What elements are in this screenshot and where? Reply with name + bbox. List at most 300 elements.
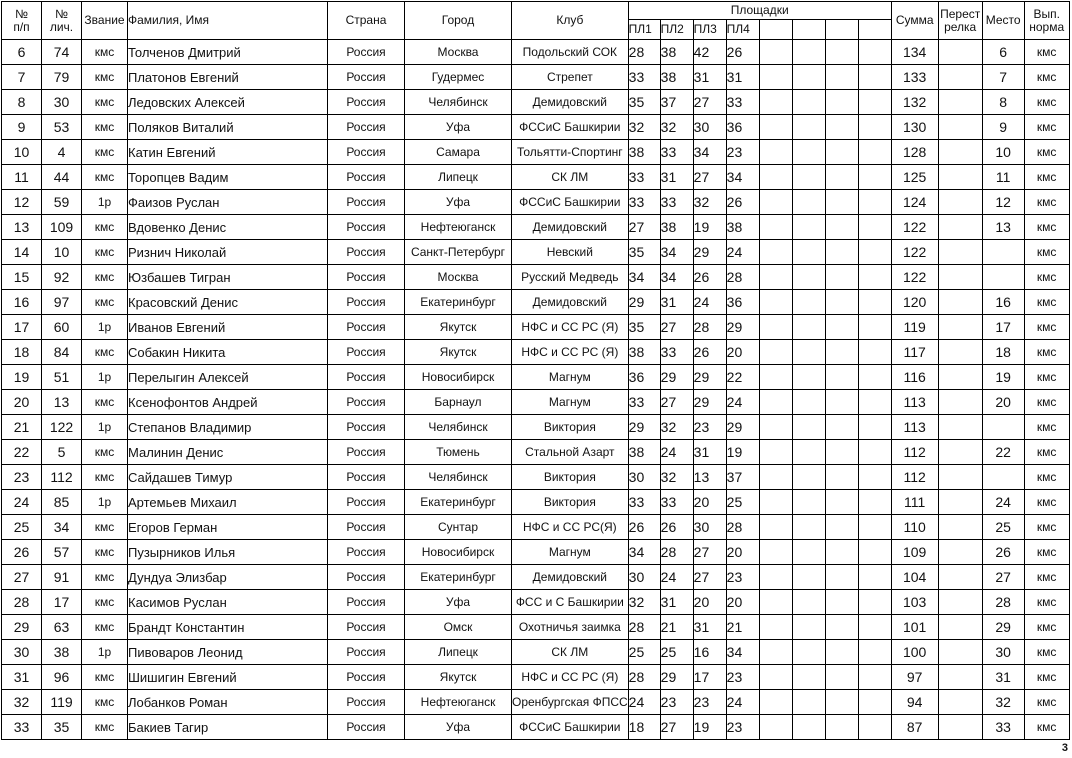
cell-place: 11 xyxy=(982,165,1024,190)
cell-venue-4: 34 xyxy=(726,165,759,190)
cell-sum: 117 xyxy=(891,340,938,365)
cell-venue-2: 26 xyxy=(660,515,693,540)
cell-club: Подольский СОК xyxy=(512,40,629,65)
cell-venue-6 xyxy=(792,115,825,140)
header-place: Место xyxy=(982,2,1024,40)
cell-venue-1: 29 xyxy=(628,290,660,315)
cell-venue-5 xyxy=(759,290,792,315)
table-row xyxy=(2,40,1070,65)
cell-venue-7 xyxy=(825,140,858,165)
cell-pp: 9 xyxy=(2,115,42,140)
cell-venue-4: 29 xyxy=(726,415,759,440)
cell-venue-5 xyxy=(759,40,792,65)
header-lic-line1: № xyxy=(55,6,68,21)
cell-venue-8 xyxy=(858,640,891,665)
cell-venue-2: 29 xyxy=(660,665,693,690)
cell-venue-1: 35 xyxy=(628,315,660,340)
cell-name: Платонов Евгений xyxy=(128,65,328,90)
cell-venue-6 xyxy=(792,565,825,590)
cell-venue-5 xyxy=(759,690,792,715)
table-row xyxy=(2,415,1070,440)
cell-norm: кмс xyxy=(1024,665,1069,690)
cell-venue-8 xyxy=(858,690,891,715)
results-table xyxy=(1,1,1070,740)
header-city: Город xyxy=(405,2,512,40)
cell-club: Виктория xyxy=(512,490,629,515)
cell-venue-3: 27 xyxy=(693,540,726,565)
cell-rank: кмс xyxy=(82,115,128,140)
cell-place: 20 xyxy=(982,390,1024,415)
cell-sum: 130 xyxy=(891,115,938,140)
cell-venue-5 xyxy=(759,390,792,415)
cell-venue-8 xyxy=(858,340,891,365)
cell-city: Уфа xyxy=(405,715,512,740)
cell-sum: 128 xyxy=(891,140,938,165)
cell-norm: кмс xyxy=(1024,515,1069,540)
cell-city: Якутск xyxy=(405,665,512,690)
cell-venue-4: 20 xyxy=(726,590,759,615)
cell-rank: кмс xyxy=(82,165,128,190)
header-pp xyxy=(2,2,42,40)
cell-city: Барнаул xyxy=(405,390,512,415)
cell-venue-7 xyxy=(825,640,858,665)
table-row xyxy=(2,240,1070,265)
cell-norm: кмс xyxy=(1024,615,1069,640)
cell-city: Липецк xyxy=(405,165,512,190)
cell-rank: кмс xyxy=(82,290,128,315)
cell-venue-3: 19 xyxy=(693,715,726,740)
cell-country: Россия xyxy=(328,115,405,140)
cell-shootoff xyxy=(938,590,982,615)
header-shootoff-line1: Перест xyxy=(940,6,981,21)
cell-sum: 124 xyxy=(891,190,938,215)
cell-venue-1: 33 xyxy=(628,490,660,515)
cell-sum: 110 xyxy=(891,515,938,540)
cell-venue-5 xyxy=(759,165,792,190)
table-row xyxy=(2,190,1070,215)
cell-venue-2: 21 xyxy=(660,615,693,640)
cell-norm: кмс xyxy=(1024,165,1069,190)
cell-name: Перелыгин Алексей xyxy=(128,365,328,390)
cell-venue-4: 24 xyxy=(726,390,759,415)
cell-country: Россия xyxy=(328,265,405,290)
cell-venue-2: 38 xyxy=(660,65,693,90)
cell-name: Торопцев Вадим xyxy=(128,165,328,190)
cell-venue-2: 25 xyxy=(660,640,693,665)
cell-venue-8 xyxy=(858,315,891,340)
header-sum: Сумма xyxy=(891,2,938,40)
cell-venue-4: 33 xyxy=(726,90,759,115)
cell-venue-6 xyxy=(792,640,825,665)
cell-place: 28 xyxy=(982,590,1024,615)
table-row xyxy=(2,315,1070,340)
cell-rank: кмс xyxy=(82,665,128,690)
cell-sum: 125 xyxy=(891,165,938,190)
cell-venue-7 xyxy=(825,715,858,740)
cell-venue-6 xyxy=(792,515,825,540)
cell-city: Омск xyxy=(405,615,512,640)
cell-city: Челябинск xyxy=(405,465,512,490)
cell-venue-5 xyxy=(759,440,792,465)
cell-venue-4: 23 xyxy=(726,665,759,690)
cell-venue-5 xyxy=(759,665,792,690)
cell-club: Демидовский xyxy=(512,215,629,240)
cell-city: Якутск xyxy=(405,315,512,340)
cell-venue-3: 24 xyxy=(693,290,726,315)
table-row xyxy=(2,540,1070,565)
cell-place: 18 xyxy=(982,340,1024,365)
cell-rank: кмс xyxy=(82,465,128,490)
cell-rank: кмс xyxy=(82,140,128,165)
cell-name: Артемьев Михаил xyxy=(128,490,328,515)
cell-venue-1: 34 xyxy=(628,265,660,290)
cell-venue-1: 25 xyxy=(628,640,660,665)
table-row xyxy=(2,465,1070,490)
cell-country: Россия xyxy=(328,315,405,340)
cell-country: Россия xyxy=(328,515,405,540)
cell-rank: кмс xyxy=(82,215,128,240)
cell-venue-7 xyxy=(825,565,858,590)
cell-license: 60 xyxy=(42,315,82,340)
cell-rank: 1р xyxy=(82,415,128,440)
cell-venue-5 xyxy=(759,215,792,240)
cell-rank: кмс xyxy=(82,565,128,590)
cell-venue-3: 28 xyxy=(693,315,726,340)
cell-venue-4: 38 xyxy=(726,215,759,240)
cell-country: Россия xyxy=(328,365,405,390)
cell-venue-6 xyxy=(792,390,825,415)
cell-venue-8 xyxy=(858,90,891,115)
header-norm-line1: Вып. xyxy=(1033,6,1060,21)
cell-norm: кмс xyxy=(1024,465,1069,490)
cell-venue-5 xyxy=(759,590,792,615)
cell-country: Россия xyxy=(328,615,405,640)
cell-venue-4: 19 xyxy=(726,440,759,465)
cell-license: 34 xyxy=(42,515,82,540)
cell-venue-6 xyxy=(792,715,825,740)
cell-place xyxy=(982,415,1024,440)
cell-place: 13 xyxy=(982,215,1024,240)
cell-club: НФС и СС РС (Я) xyxy=(512,665,629,690)
cell-club: Демидовский xyxy=(512,290,629,315)
cell-shootoff xyxy=(938,190,982,215)
cell-venue-2: 31 xyxy=(660,590,693,615)
cell-venue-7 xyxy=(825,290,858,315)
cell-venue-8 xyxy=(858,40,891,65)
cell-license: 35 xyxy=(42,715,82,740)
cell-license: 5 xyxy=(42,440,82,465)
cell-country: Россия xyxy=(328,390,405,415)
cell-venue-2: 33 xyxy=(660,340,693,365)
cell-sum: 134 xyxy=(891,40,938,65)
cell-shootoff xyxy=(938,490,982,515)
cell-venue-5 xyxy=(759,365,792,390)
cell-venue-5 xyxy=(759,490,792,515)
cell-venue-1: 30 xyxy=(628,565,660,590)
cell-pp: 30 xyxy=(2,640,42,665)
cell-shootoff xyxy=(938,440,982,465)
cell-pp: 21 xyxy=(2,415,42,440)
cell-venue-6 xyxy=(792,90,825,115)
cell-sum: 122 xyxy=(891,215,938,240)
cell-norm: кмс xyxy=(1024,240,1069,265)
cell-city: Новосибирск xyxy=(405,365,512,390)
cell-venue-1: 35 xyxy=(628,90,660,115)
cell-venue-5 xyxy=(759,90,792,115)
cell-norm: кмс xyxy=(1024,115,1069,140)
cell-name: Дундуа Элизбар xyxy=(128,565,328,590)
cell-country: Россия xyxy=(328,565,405,590)
cell-place: 32 xyxy=(982,690,1024,715)
cell-license: 122 xyxy=(42,415,82,440)
cell-country: Россия xyxy=(328,665,405,690)
table-row xyxy=(2,690,1070,715)
cell-club: Магнум xyxy=(512,540,629,565)
cell-venue-2: 32 xyxy=(660,415,693,440)
cell-norm: кмс xyxy=(1024,590,1069,615)
cell-rank: 1р xyxy=(82,640,128,665)
cell-rank: кмс xyxy=(82,65,128,90)
cell-pp: 15 xyxy=(2,265,42,290)
cell-shootoff xyxy=(938,565,982,590)
cell-norm: кмс xyxy=(1024,690,1069,715)
cell-venue-8 xyxy=(858,65,891,90)
cell-city: Гудермес xyxy=(405,65,512,90)
cell-city: Самара xyxy=(405,140,512,165)
cell-venue-5 xyxy=(759,715,792,740)
cell-venue-8 xyxy=(858,590,891,615)
cell-venue-5 xyxy=(759,340,792,365)
cell-pp: 13 xyxy=(2,215,42,240)
cell-sum: 111 xyxy=(891,490,938,515)
cell-venue-8 xyxy=(858,190,891,215)
cell-name: Иванов Евгений xyxy=(128,315,328,340)
cell-place: 7 xyxy=(982,65,1024,90)
cell-norm: кмс xyxy=(1024,715,1069,740)
cell-rank: 1р xyxy=(82,365,128,390)
cell-city: Москва xyxy=(405,265,512,290)
cell-country: Россия xyxy=(328,440,405,465)
cell-venue-4: 22 xyxy=(726,365,759,390)
cell-venue-4: 28 xyxy=(726,265,759,290)
cell-norm: кмс xyxy=(1024,265,1069,290)
cell-license: 92 xyxy=(42,265,82,290)
cell-name: Поляков Виталий xyxy=(128,115,328,140)
cell-city: Москва xyxy=(405,40,512,65)
cell-city: Новосибирск xyxy=(405,540,512,565)
cell-norm: кмс xyxy=(1024,190,1069,215)
cell-venue-2: 31 xyxy=(660,290,693,315)
cell-venue-3: 30 xyxy=(693,115,726,140)
cell-venue-6 xyxy=(792,40,825,65)
cell-sum: 109 xyxy=(891,540,938,565)
cell-club: Виктория xyxy=(512,415,629,440)
cell-city: Челябинск xyxy=(405,415,512,440)
cell-norm: кмс xyxy=(1024,415,1069,440)
cell-name: Бакиев Тагир xyxy=(128,715,328,740)
cell-venue-8 xyxy=(858,215,891,240)
cell-sum: 87 xyxy=(891,715,938,740)
cell-venue-8 xyxy=(858,490,891,515)
cell-venue-6 xyxy=(792,540,825,565)
cell-shootoff xyxy=(938,315,982,340)
cell-city: Сунтар xyxy=(405,515,512,540)
cell-sum: 132 xyxy=(891,90,938,115)
cell-name: Собакин Никита xyxy=(128,340,328,365)
cell-venue-4: 23 xyxy=(726,565,759,590)
cell-place xyxy=(982,265,1024,290)
cell-venue-1: 24 xyxy=(628,690,660,715)
table-row xyxy=(2,140,1070,165)
cell-place: 8 xyxy=(982,90,1024,115)
cell-pp: 14 xyxy=(2,240,42,265)
cell-venue-3: 31 xyxy=(693,615,726,640)
cell-venue-6 xyxy=(792,665,825,690)
cell-venue-3: 26 xyxy=(693,265,726,290)
cell-rank: кмс xyxy=(82,340,128,365)
cell-club: Тольятти-Спортинг xyxy=(512,140,629,165)
cell-shootoff xyxy=(938,140,982,165)
table-row xyxy=(2,565,1070,590)
cell-name: Шишигин Евгений xyxy=(128,665,328,690)
cell-rank: кмс xyxy=(82,590,128,615)
table-row xyxy=(2,715,1070,740)
header-shootoff xyxy=(938,2,982,40)
header-venue-5 xyxy=(759,20,792,40)
cell-shootoff xyxy=(938,690,982,715)
cell-sum: 104 xyxy=(891,565,938,590)
header-norm xyxy=(1024,2,1069,40)
cell-venue-2: 27 xyxy=(660,390,693,415)
cell-shootoff xyxy=(938,115,982,140)
cell-shootoff xyxy=(938,265,982,290)
cell-venue-8 xyxy=(858,165,891,190)
cell-venue-4: 23 xyxy=(726,715,759,740)
cell-club: Стрепет xyxy=(512,65,629,90)
cell-venue-5 xyxy=(759,115,792,140)
cell-place: 24 xyxy=(982,490,1024,515)
cell-venue-5 xyxy=(759,465,792,490)
cell-rank: кмс xyxy=(82,540,128,565)
cell-rank: кмс xyxy=(82,240,128,265)
cell-club: ФСС и С Башкирии xyxy=(512,590,629,615)
table-row xyxy=(2,490,1070,515)
cell-license: 119 xyxy=(42,690,82,715)
cell-venue-1: 38 xyxy=(628,140,660,165)
cell-venue-7 xyxy=(825,90,858,115)
cell-venue-5 xyxy=(759,515,792,540)
cell-venue-7 xyxy=(825,590,858,615)
cell-place: 31 xyxy=(982,665,1024,690)
cell-venue-1: 32 xyxy=(628,590,660,615)
cell-city: Уфа xyxy=(405,115,512,140)
cell-venue-3: 23 xyxy=(693,690,726,715)
cell-place: 19 xyxy=(982,365,1024,390)
cell-club: Виктория xyxy=(512,465,629,490)
cell-country: Россия xyxy=(328,540,405,565)
cell-name: Ледовских Алексей xyxy=(128,90,328,115)
page-number: 3 xyxy=(1061,742,1068,754)
cell-venue-8 xyxy=(858,615,891,640)
cell-place: 29 xyxy=(982,615,1024,640)
table-header xyxy=(2,2,1070,40)
cell-place: 22 xyxy=(982,440,1024,465)
cell-venue-4: 37 xyxy=(726,465,759,490)
cell-venue-6 xyxy=(792,690,825,715)
cell-venue-7 xyxy=(825,315,858,340)
cell-name: Степанов Владимир xyxy=(128,415,328,440)
cell-venue-3: 29 xyxy=(693,365,726,390)
cell-place: 9 xyxy=(982,115,1024,140)
cell-name: Юзбашев Тигран xyxy=(128,265,328,290)
cell-country: Россия xyxy=(328,215,405,240)
cell-venue-6 xyxy=(792,240,825,265)
cell-venue-1: 38 xyxy=(628,340,660,365)
cell-venue-7 xyxy=(825,165,858,190)
cell-name: Егоров Герман xyxy=(128,515,328,540)
cell-venue-1: 33 xyxy=(628,390,660,415)
cell-venue-8 xyxy=(858,240,891,265)
cell-venue-1: 33 xyxy=(628,65,660,90)
cell-city: Екатеринбург xyxy=(405,290,512,315)
cell-rank: кмс xyxy=(82,715,128,740)
header-venue-7 xyxy=(825,20,858,40)
cell-venue-2: 32 xyxy=(660,115,693,140)
cell-license: 112 xyxy=(42,465,82,490)
cell-rank: кмс xyxy=(82,440,128,465)
cell-place: 10 xyxy=(982,140,1024,165)
cell-venue-1: 32 xyxy=(628,115,660,140)
cell-club: Невский xyxy=(512,240,629,265)
header-license xyxy=(42,2,82,40)
header-name: Фамилия, Имя xyxy=(128,2,328,40)
cell-rank: кмс xyxy=(82,90,128,115)
cell-venue-6 xyxy=(792,365,825,390)
cell-country: Россия xyxy=(328,640,405,665)
cell-name: Ксенофонтов Андрей xyxy=(128,390,328,415)
cell-pp: 26 xyxy=(2,540,42,565)
cell-venue-3: 30 xyxy=(693,515,726,540)
cell-venue-2: 28 xyxy=(660,540,693,565)
cell-venue-7 xyxy=(825,390,858,415)
header-venues: Площадки xyxy=(628,2,891,20)
cell-city: Якутск xyxy=(405,340,512,365)
cell-venue-3: 19 xyxy=(693,215,726,240)
cell-rank: 1р xyxy=(82,315,128,340)
cell-venue-1: 29 xyxy=(628,415,660,440)
cell-name: Фаизов Руслан xyxy=(128,190,328,215)
header-norm-line2: норма xyxy=(1029,19,1065,34)
cell-venue-4: 29 xyxy=(726,315,759,340)
cell-shootoff xyxy=(938,640,982,665)
cell-license: 38 xyxy=(42,640,82,665)
cell-pp: 29 xyxy=(2,615,42,640)
cell-venue-8 xyxy=(858,540,891,565)
cell-license: 97 xyxy=(42,290,82,315)
cell-norm: кмс xyxy=(1024,65,1069,90)
header-rank: Звание xyxy=(82,2,128,40)
cell-sum: 112 xyxy=(891,465,938,490)
cell-pp: 7 xyxy=(2,65,42,90)
table-body xyxy=(2,40,1070,740)
cell-place xyxy=(982,240,1024,265)
header-pp-line1: № xyxy=(15,6,28,21)
cell-club: СК ЛМ xyxy=(512,165,629,190)
cell-club: ФССиС Башкирии xyxy=(512,715,629,740)
cell-license: 44 xyxy=(42,165,82,190)
cell-club: Русский Медведь xyxy=(512,265,629,290)
cell-place: 12 xyxy=(982,190,1024,215)
